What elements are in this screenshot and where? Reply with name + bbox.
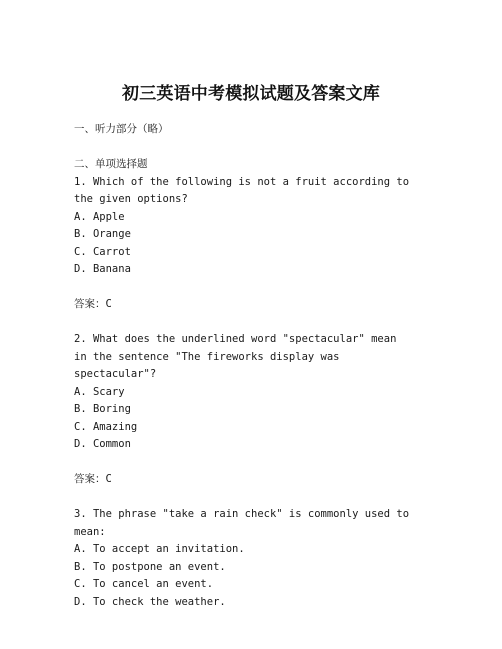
option-b: B. To postpone an event. (74, 560, 226, 573)
spacer (74, 139, 414, 157)
question-block (74, 174, 414, 332)
answer-text: 答案：C (74, 298, 112, 310)
spacer (74, 279, 414, 297)
question-text: 1. Which of the following is not a fruit according to the given options? (74, 175, 410, 205)
question-text: 2. What does the underlined word "spectacular" mean in the sentence "The fireworks display was spectacular"? (74, 333, 397, 380)
document-title: 初三英语中考模拟试题及答案文库 (122, 84, 380, 104)
section-heading-choice: 二、单项选择题 (74, 158, 148, 170)
option-b: B. Orange (74, 228, 131, 240)
document-body (74, 121, 414, 611)
spacer (74, 489, 414, 507)
spacer (74, 314, 414, 332)
section-heading-listening: 一、听力部分（略） (74, 123, 169, 135)
option-d: D. Banana (74, 263, 131, 275)
option-d: D. Common (74, 438, 131, 450)
answer-text: 答案：C (74, 473, 112, 485)
question-text: 3. The phrase "take a rain check" is commonly used to mean: (74, 508, 410, 538)
option-c: C. Carrot (74, 245, 131, 258)
spacer (74, 454, 414, 472)
option-a: A. Scary (74, 385, 125, 398)
option-a: A. To accept an invitation. (74, 543, 245, 555)
option-a: A. Apple (74, 210, 125, 223)
option-b: B. Boring (74, 403, 131, 415)
question-block (74, 331, 414, 506)
option-d: D. To check the weather. (74, 595, 226, 608)
option-c: C. To cancel an event. (74, 578, 214, 590)
question-block (74, 506, 414, 611)
option-c: C. Amazing (74, 420, 138, 433)
